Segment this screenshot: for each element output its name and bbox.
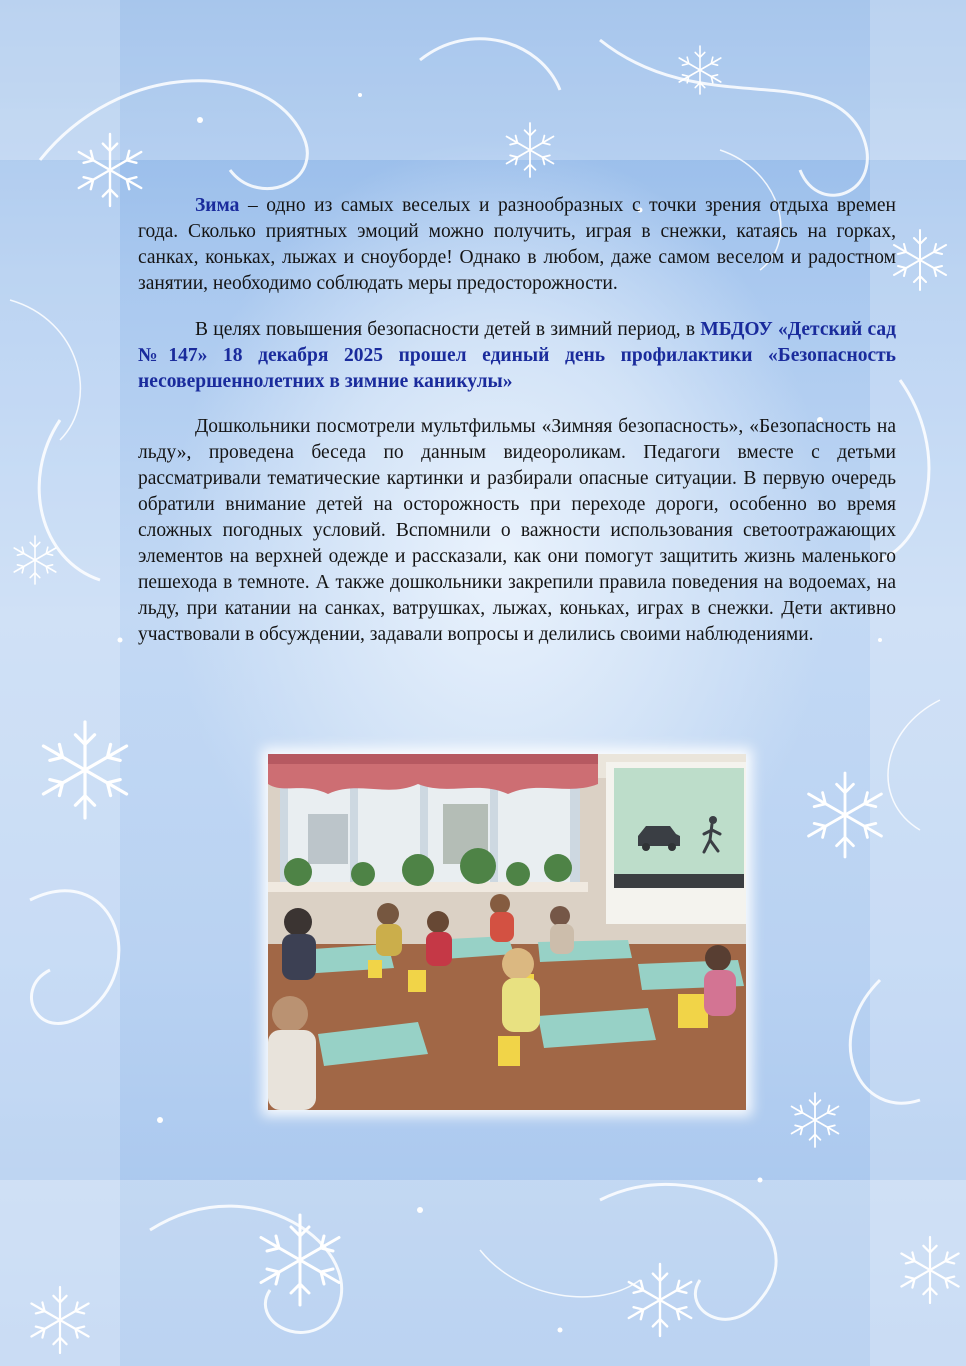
event-highlight: МБДОУ «Детский сад №147» 18 декабря 2025 прошел единый день профилактики «Безопасность несовершеннолетних в зимние каникулы» — [138, 319, 896, 392]
article-body — [138, 193, 896, 648]
paragraph-activities: Дошкольники посмотрели мультфильмы «Зимняя безопасность», «Безопасность на льду», проведена беседа по данным видеороликам. Педагоги вместе с детьми рассматривали тематические картинки и разбирали опасные ситуации. В первую очередь обратили внимание детей на осторожность при переходе дороги, особенно во время сложных погодных условий. Вспомнили о важности использования светоотражающих элементов на верхней одежде и рассказали, как они помогут защитить жизнь маленького пешехода в темноте. А также дошкольники закрепили правила поведения на водоемах, на льду, при катании на санках, ватрушках, лыжах, коньках, играх в снежки. Дети активно участвовали в обсуждении, задавали вопросы и делились своими наблюдениями. — [138, 416, 896, 645]
paragraph-winter-intro — [138, 193, 896, 297]
intro-text: – одно из самых веселых и разнообразных с точки зрения отдыха времен года. Сколько приятных эмоций можно получить, играя в снежки, катаясь на горках, санках, коньках, лыжах и сноуборде! Однако в любом, даже самом веселом и радостном занятии, необходимо соблюдать меры предосторожности. — [138, 195, 896, 294]
classroom-photo — [268, 754, 746, 1110]
event-intro-text: В целях повышения безопасности детей в зимний период, в — [195, 319, 701, 340]
paragraph-event — [138, 317, 896, 395]
lead-word: Зима — [195, 195, 240, 216]
